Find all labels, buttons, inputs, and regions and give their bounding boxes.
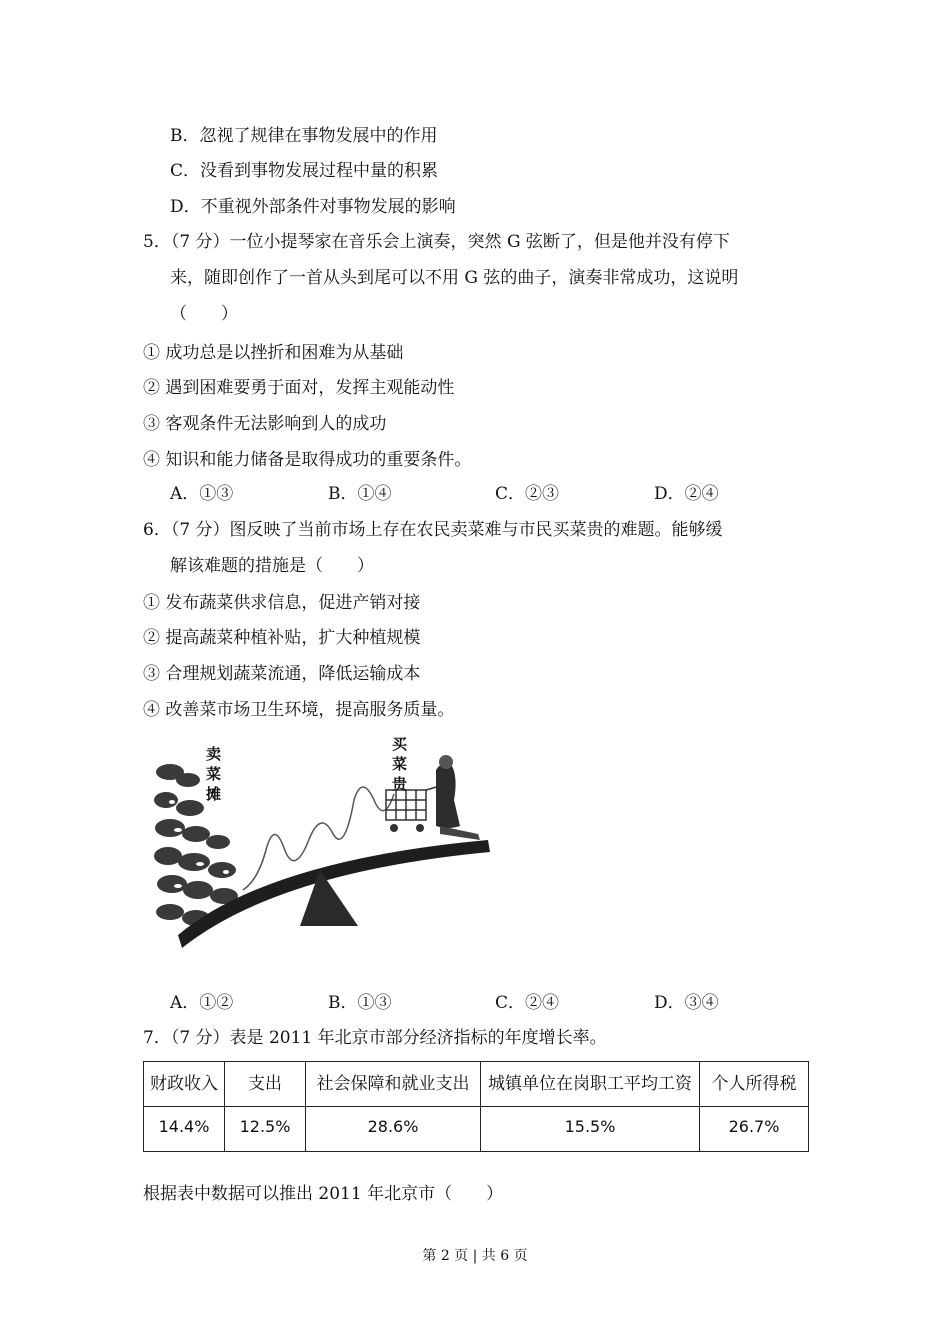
- q5-option-c: C．②③: [495, 484, 560, 504]
- q5-statement-3: ③ 客观条件无法影响到人的成功: [143, 414, 387, 434]
- q5-stem-line1: 5．（7 分）一位小提琴家在音乐会上演奏，突然 G 弦断了，但是他并没有停下: [143, 232, 730, 252]
- table-header-cell: 支出: [225, 1062, 306, 1107]
- table-cell: 14.4%: [144, 1107, 225, 1152]
- table-header-row: [144, 1062, 809, 1107]
- table-cell: 12.5%: [225, 1107, 306, 1152]
- table-header-cell: 城镇单位在岗职工平均工资: [481, 1062, 700, 1107]
- table-header-cell: 财政收入: [144, 1062, 225, 1107]
- q6-statement-4: ④ 改善菜市场卫生环境，提高服务质量。: [143, 700, 455, 720]
- q5-stem-line3: （ ）: [170, 304, 238, 324]
- table-cell: 26.7%: [700, 1107, 809, 1152]
- q4-option-b: B．忽视了规律在事物发展中的作用: [170, 126, 438, 146]
- table-cell: 15.5%: [481, 1107, 700, 1152]
- q7-stem: 7．（7 分）表是 2011 年北京市部分经济指标的年度增长率。: [143, 1028, 607, 1048]
- q7-followup: 根据表中数据可以推出 2011 年北京市（ ）: [143, 1184, 504, 1204]
- q6-statement-1: ① 发布蔬菜供求信息，促进产销对接: [143, 593, 421, 613]
- table-cell: 28.6%: [306, 1107, 481, 1152]
- q5-option-a: A．①③: [170, 484, 234, 504]
- q6-option-a: A．①②: [170, 993, 234, 1013]
- q5-statement-4: ④ 知识和能力储备是取得成功的重要条件。: [143, 450, 472, 470]
- growth-rate-table: [143, 1061, 809, 1152]
- q6-statement-2: ② 提高蔬菜种植补贴，扩大种植规模: [143, 628, 421, 648]
- q6-stem-line2: 解该难题的措施是（ ）: [170, 556, 374, 576]
- cartoon-label-left: 卖菜摊: [206, 745, 222, 803]
- q6-option-c: C．②④: [495, 993, 560, 1013]
- q6-statement-3: ③ 合理规划蔬菜流通，降低运输成本: [143, 664, 421, 684]
- q4-option-d: D．不重视外部条件对事物发展的影响: [170, 197, 456, 217]
- q6-stem-line1: 6．（7 分）图反映了当前市场上存在农民卖菜难与市民买菜贵的难题。能够缓: [143, 520, 723, 540]
- cartoon-label-right: 买菜贵: [392, 735, 408, 793]
- q4-option-c: C．没看到事物发展过程中量的积累: [170, 161, 439, 181]
- q5-option-d: D．②④: [654, 484, 719, 504]
- q5-statement-2: ② 遇到困难要勇于面对，发挥主观能动性: [143, 378, 455, 398]
- q6-option-d: D．③④: [654, 993, 719, 1013]
- page-footer: 第 2 页 | 共 6 页: [422, 1248, 528, 1264]
- q5-stem-line2: 来，随即创作了一首从头到尾可以不用 G 弦的曲子，演奏非常成功，这说明: [170, 268, 739, 288]
- q5-option-b: B．①④: [328, 484, 392, 504]
- q5-statement-1: ① 成功总是以挫折和困难为从基础: [143, 343, 404, 363]
- q6-option-b: B．①③: [328, 993, 392, 1013]
- table-header-cell: 社会保障和就业支出: [306, 1062, 481, 1107]
- table-row: [144, 1107, 809, 1152]
- table-header-cell: 个人所得税: [700, 1062, 809, 1107]
- seesaw-cartoon: [148, 730, 498, 970]
